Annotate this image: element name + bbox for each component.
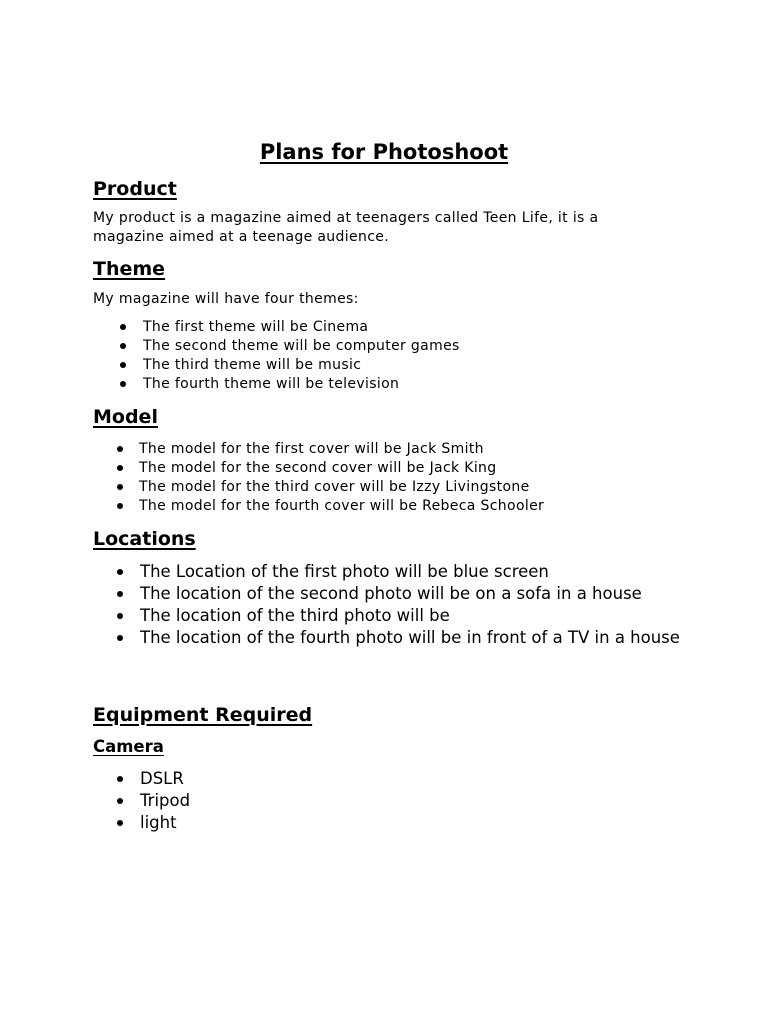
theme-intro: My magazine will have four themes: [93,291,359,307]
list-item: The Location of the first photo will be blue screen [140,561,685,583]
bullet-icon [120,381,126,387]
theme-list [143,318,460,394]
bullet-icon [117,798,123,804]
equipment-heading [93,703,312,727]
list-item: The first theme will be Cinema [143,318,460,337]
theme-heading-text: Theme [93,258,166,280]
bullet-icon [117,591,123,597]
bullet-icon [117,503,123,509]
bullet-icon [117,484,123,490]
model-heading [93,405,158,429]
bullet-icon [120,343,126,349]
list-item: The model for the fourth cover will be Rebeca Schooler [139,497,544,516]
locations-heading-text: Locations [93,528,196,550]
bullet-icon [117,569,123,575]
model-heading-text: Model [93,406,158,428]
camera-heading [93,736,164,758]
camera-heading-text: Camera [93,737,164,756]
document-title [0,138,768,166]
bullet-icon [120,362,126,368]
list-item: light [140,812,700,834]
list-item: The fourth theme will be television [143,375,460,394]
list-item: The model for the third cover will be Izzy Livingstone [139,478,544,497]
bullet-icon [117,776,123,782]
list-item: The model for the second cover will be Jack King [139,459,544,478]
bullet-icon [120,324,126,330]
list-item: The third theme will be music [143,356,460,375]
list-item: The location of the fourth photo will be in front of a TV in a house [140,627,685,649]
locations-heading [93,527,196,551]
equipment-heading-text: Equipment Required [93,704,313,726]
list-item: DSLR [140,768,700,790]
list-item: The model for the first cover will be Jack Smith [139,440,544,459]
product-heading-text: Product [93,178,177,200]
bullet-icon [117,635,123,641]
model-list [139,440,544,516]
locations-list [140,561,685,649]
equipment-list [140,768,700,834]
theme-heading [93,257,165,281]
bullet-icon [117,613,123,619]
bullet-icon [117,820,123,826]
list-item: Tripod [140,790,700,812]
product-paragraph: My product is a magazine aimed at teenagers called Teen Life, it is a magazine aimed at a teenage audience. [93,210,599,245]
list-item: The location of the second photo will be on a sofa in a house [140,583,685,605]
bullet-icon [117,465,123,471]
bullet-icon [117,446,123,452]
list-item: The second theme will be computer games [143,337,460,356]
product-heading [93,177,177,201]
document-title-text: Plans for Photoshoot [259,140,509,164]
list-item: The location of the third photo will be [140,605,685,627]
